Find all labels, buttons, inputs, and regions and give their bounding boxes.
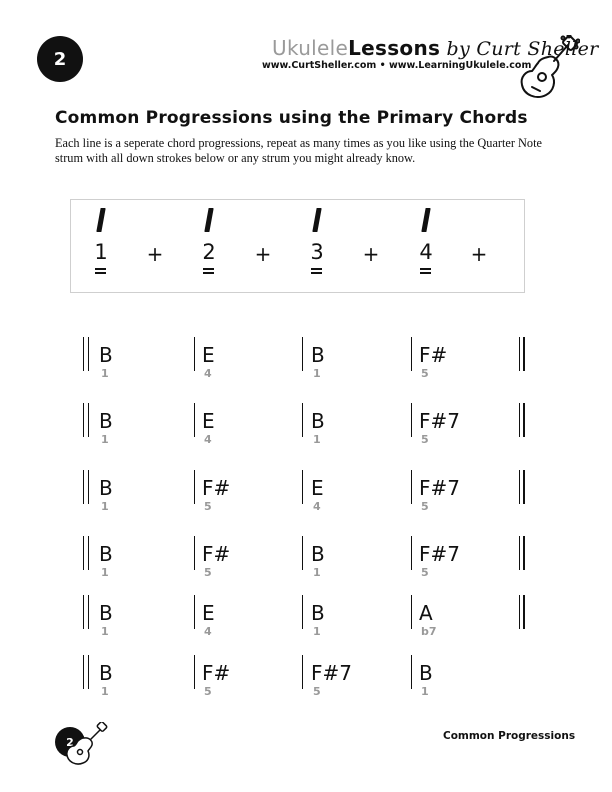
chord-degree: 5 (421, 433, 429, 446)
and-count: + (254, 242, 272, 266)
start-barline (83, 536, 89, 570)
chord-degree: 5 (421, 367, 429, 380)
ukulele-icon (64, 722, 108, 766)
footer-page-number: 2 (55, 727, 85, 757)
end-barline (519, 595, 525, 629)
barline (194, 595, 195, 629)
chord-name: E (202, 601, 215, 625)
barline (411, 595, 412, 629)
chord-name: B (419, 661, 433, 685)
chord-degree: 5 (421, 566, 429, 579)
start-barline (83, 595, 89, 629)
chord-degree: 1 (313, 566, 321, 579)
barline (411, 337, 412, 371)
chord-degree: 1 (101, 625, 109, 638)
footer-section-title: Common Progressions (443, 730, 576, 742)
chord-name: A (419, 601, 433, 625)
chord-name: B (99, 542, 113, 566)
and-count: + (146, 242, 164, 266)
chord-name: B (99, 343, 113, 367)
chord-degree: 1 (313, 367, 321, 380)
chord-degree: 4 (204, 367, 212, 380)
chord-name: F#7 (419, 476, 460, 500)
chord-name: E (202, 409, 215, 433)
start-barline (83, 403, 89, 437)
start-barline (83, 655, 89, 689)
chord-name: B (311, 601, 325, 625)
chord-name: F#7 (311, 661, 352, 685)
chord-degree: 5 (204, 500, 212, 513)
chord-degree: b7 (421, 625, 437, 638)
chord-name: E (311, 476, 324, 500)
beat-number: 4 (419, 240, 433, 264)
chord-name: F#7 (419, 542, 460, 566)
barline (302, 655, 303, 689)
website-urls: www.CurtSheller.com • www.LearningUkulele.com (262, 60, 532, 71)
slash-icon (414, 208, 438, 232)
barline (411, 536, 412, 570)
chord-degree: 1 (101, 367, 109, 380)
chord-name: F# (202, 476, 231, 500)
barline (194, 470, 195, 504)
and-count: + (362, 242, 380, 266)
brand-lessons: Lessons (348, 36, 441, 60)
brand-author: by Curt Sheller (440, 38, 599, 60)
chord-name: F#7 (419, 409, 460, 433)
chord-degree: 4 (204, 625, 212, 638)
chord-degree: 1 (313, 625, 321, 638)
end-barline (519, 470, 525, 504)
instructions-text: Each line is a seperate chord progressions, repeat as many times as you like using the Quarter Note strum with all down strokes below or any strum you might already know. (55, 136, 542, 165)
barline (411, 655, 412, 689)
chord-name: F# (202, 661, 231, 685)
progression-row (0, 403, 612, 453)
quarter-note-mark (420, 268, 431, 274)
start-barline (83, 337, 89, 371)
barline (194, 536, 195, 570)
chord-degree: 1 (101, 433, 109, 446)
barline (302, 536, 303, 570)
beat-number: 2 (202, 240, 216, 264)
quarter-note-mark (203, 268, 214, 274)
start-barline (83, 470, 89, 504)
chord-degree: 4 (204, 433, 212, 446)
chord-degree: 1 (101, 566, 109, 579)
end-barline (519, 536, 525, 570)
barline (302, 595, 303, 629)
chord-degree: 1 (421, 685, 429, 698)
slash-icon (89, 208, 113, 232)
beat-number: 1 (94, 240, 108, 264)
brand-ukulele: Ukulele (272, 36, 349, 60)
barline (302, 337, 303, 371)
chord-name: B (99, 661, 113, 685)
chord-name: B (99, 601, 113, 625)
slash-icon (197, 208, 221, 232)
quarter-note-mark (95, 268, 106, 274)
end-barline (519, 337, 525, 371)
chord-name: F# (419, 343, 448, 367)
strum-pattern-box (70, 199, 525, 293)
chord-name: E (202, 343, 215, 367)
and-count: + (470, 242, 488, 266)
chord-degree: 5 (204, 566, 212, 579)
barline (194, 655, 195, 689)
barline (302, 470, 303, 504)
chord-name: B (311, 343, 325, 367)
beat-number: 3 (310, 240, 324, 264)
barline (411, 470, 412, 504)
progression-row (0, 655, 612, 705)
chord-name: B (311, 409, 325, 433)
progression-row (0, 337, 612, 387)
chord-degree: 5 (313, 685, 321, 698)
end-barline (519, 403, 525, 437)
page-number-badge: 2 (37, 36, 83, 82)
chord-degree: 5 (421, 500, 429, 513)
progression-row (0, 536, 612, 586)
chord-degree: 1 (101, 685, 109, 698)
chord-name: F# (202, 542, 231, 566)
chord-name: B (99, 409, 113, 433)
barline (302, 403, 303, 437)
chord-degree: 1 (101, 500, 109, 513)
ukulele-icon (518, 35, 580, 101)
progression-row (0, 595, 612, 645)
chord-name: B (311, 542, 325, 566)
chord-degree: 1 (313, 433, 321, 446)
slash-icon (305, 208, 329, 232)
quarter-note-mark (311, 268, 322, 274)
progression-row (0, 470, 612, 520)
barline (194, 403, 195, 437)
barline (411, 403, 412, 437)
chord-degree: 5 (204, 685, 212, 698)
page-title: Common Progressions using the Primary Chords (55, 108, 528, 128)
chord-name: B (99, 476, 113, 500)
chord-degree: 4 (313, 500, 321, 513)
barline (194, 337, 195, 371)
